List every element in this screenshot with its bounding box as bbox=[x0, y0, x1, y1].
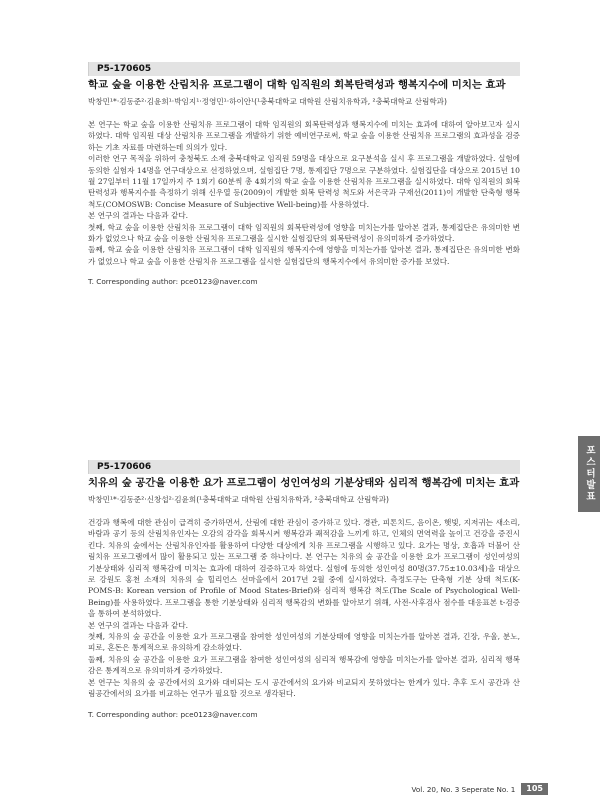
abstract-paragraph: 둘째, 치유의 숲 공간을 이용한 요가 프로그램을 참여한 성인여성의 심리적 행복감에 영향을 미치는가를 알아본 결과, 심리적 행복감은 통계적으로 유의미하게 증가하였다. bbox=[88, 654, 520, 676]
abstract-code: P5-170606 bbox=[97, 462, 152, 472]
corresponding-author: T. Corresponding author: pce0123@naver.com bbox=[88, 709, 258, 719]
abstract-body bbox=[88, 517, 520, 700]
abstract-paragraph: 둘째, 학교 숲을 이용한 산림치유 프로그램이 대학 임직원의 행복지수에 영향을 미치는가를 알아본 결과, 통제집단은 유의미한 변화가 없었으나 학교 숲을 이용한 산림치유 프로그램을 실시한 실험집단의 행복지수에서 유의미한 증가를 보였다. bbox=[88, 245, 520, 266]
abstract-1 bbox=[88, 62, 520, 286]
abstract-title: 치유의 숲 공간을 이용한 요가 프로그램이 성인여성의 기분상태와 심리적 행복감에 미치는 효과 bbox=[88, 477, 520, 489]
abstract-paragraph: 본 연구는 치유의 숲 공간에서의 요가와 대비되는 도시 공간에서의 요가와 비교되지 못하였다는 한계가 있다. 추후 도시 공간과 산림공간에서의 요가를 비교하는 연구가 필요할 것으로 생각된다. bbox=[88, 677, 520, 699]
abstract-paragraph: 건강과 행복에 대한 관심이 급격히 증가하면서, 산림에 대한 관심이 증가하고 있다. 경관, 피톤치드, 음이온, 햇빛, 지저귀는 새소리, 바람과 공기 등의 산림치유인자는 오감의 감각을 회복시켜 행복감과 쾌적감을 느끼게 하고, 인체의 면역력을 높이고 건강을 증진시킨다. 치유의 숲에서는 산림치유인자를 활용하여 다양한 대상에게 치유 프로그램을 시행하고 있다. 요가는 명상, 호흡과 더불어 산림치유 프로그램에서 많이 활용되고 있는 프로그램 중 하나이다. 본 연구는 치유의 숲 공간을 이용한 요가 프로그램이 성인여성의 기분상태와 심리적 행복감에 미치는 효과에 대하여 검증하고자 하였다. 실험에 동의한 성인여성 80명(37.75±10.03세)을 대상으로 강원도 홍천 소재의 치유의 숲 힐리언스 선마을에서 2017년 2월 중에 실시하였다. 측정도구는 단축형 기분 상태 척도(K-POMS-B: Korean version of Profile of Mood States-Brief)와 심리적 행복감 척도(The Scale of Psychological Well-Being)를 사용하였다. 프로그램을 통한 기분상태와 심리적 행복감의 변화를 알아보기 위해, 사전-사후검사 점수를 대응표본 t-검증을 통하여 분석하였다. bbox=[88, 518, 520, 619]
page-footer bbox=[412, 783, 548, 795]
abstract-paragraph: 첫째, 치유의 숲 공간을 이용한 요가 프로그램을 참여한 성인여성의 기분상태에 영향을 미치는가를 알아본 결과, 긴장, 우울, 분노, 피로, 혼돈은 통계적으로 유의하게 감소하였다. bbox=[88, 632, 520, 653]
abstract-title: 학교 숲을 이용한 산림치유 프로그램이 대학 임직원의 회복탄력성과 행복지수에 미치는 효과 bbox=[88, 79, 506, 91]
abstract-2 bbox=[88, 460, 520, 719]
abstract-paragraph: 본 연구는 학교 숲을 이용한 산림치유 프로그램이 대학 임직원의 회복탄력성과 행복지수에 미치는 효과에 대하여 알아보고자 실시하였다. 대학 임직원 대상 산림치유 프로그램을 개발하기 위한 예비연구로써, 학교 숲을 이용한 산림치유 프로그램의 효과성을 검증하는 기초 자료를 마련하는데 의의가 있다. bbox=[88, 120, 520, 152]
abstract-paragraph: 본 연구의 결과는 다음과 같다. bbox=[88, 211, 189, 221]
section-tab-poster: 포스터발표 bbox=[578, 436, 600, 512]
page-number: 105 bbox=[521, 783, 548, 795]
abstract-paragraph: 이러한 연구 목적을 위하여 충청북도 소재 충북대학교 임직원 59명을 대상으로 요구분석을 실시 후 프로그램을 개발하였다. 실험에 동의한 실험자 14명을 연구대상으로 선정하였으며, 실험집단 7명, 통제집단 7명으로 구분하였다. 실험집단을 대상으로 2015년 10월 27일부터 11월 17일까지 주 1회기 60분씩 총 4회기의 학교 숲을 이용한 산림치유 프로그램을 실시하였다. 대학 임직원의 회복탄력성과 행복지수를 측정하기 위해 신우열 등(2009)이 개발한 회복 탄력성 척도와 서은국과 구재선(2011)이 개발한 단축형 행복척도(COMOSWB: Concise Measure of Subjective Well-being)를 사용하였다. bbox=[88, 154, 520, 209]
abstract-paragraph: 본 연구의 결과는 다음과 같다. bbox=[88, 620, 189, 630]
journal-info: Vol. 20, No. 3 Seperate No. 1 bbox=[411, 784, 516, 794]
abstract-code-bar bbox=[88, 62, 520, 76]
abstract-authors: 박창민¹*·김동준²·김윤희¹·박임지¹·정영민¹·하이안¹(¹충북대학교 대학원 산림치유학과, ²충북대학교 산림학과) bbox=[88, 97, 447, 106]
abstract-code-bar bbox=[88, 460, 520, 474]
abstract-paragraph: 첫째, 학교 숲을 이용한 산림치유 프로그램이 대학 임직원의 회복탄력성에 영향을 미치는가를 알아본 결과, 통제집단은 유의미한 변화가 없었으나 학교 숲을 이용한 산림치유 프로그램을 실시한 실험집단의 회복탄력성이 유의미하게 증가하였다. bbox=[88, 222, 520, 244]
corresponding-author: T. Corresponding author: pce0123@naver.com bbox=[88, 277, 258, 287]
abstract-authors: 박창민¹*·김동준²·신창섭²·김윤희(¹충북대학교 대학원 산림치유학과, ²충북대학교 산림학과) bbox=[88, 495, 389, 504]
abstract-body bbox=[88, 119, 520, 267]
abstract-code: P5-170605 bbox=[97, 64, 152, 74]
